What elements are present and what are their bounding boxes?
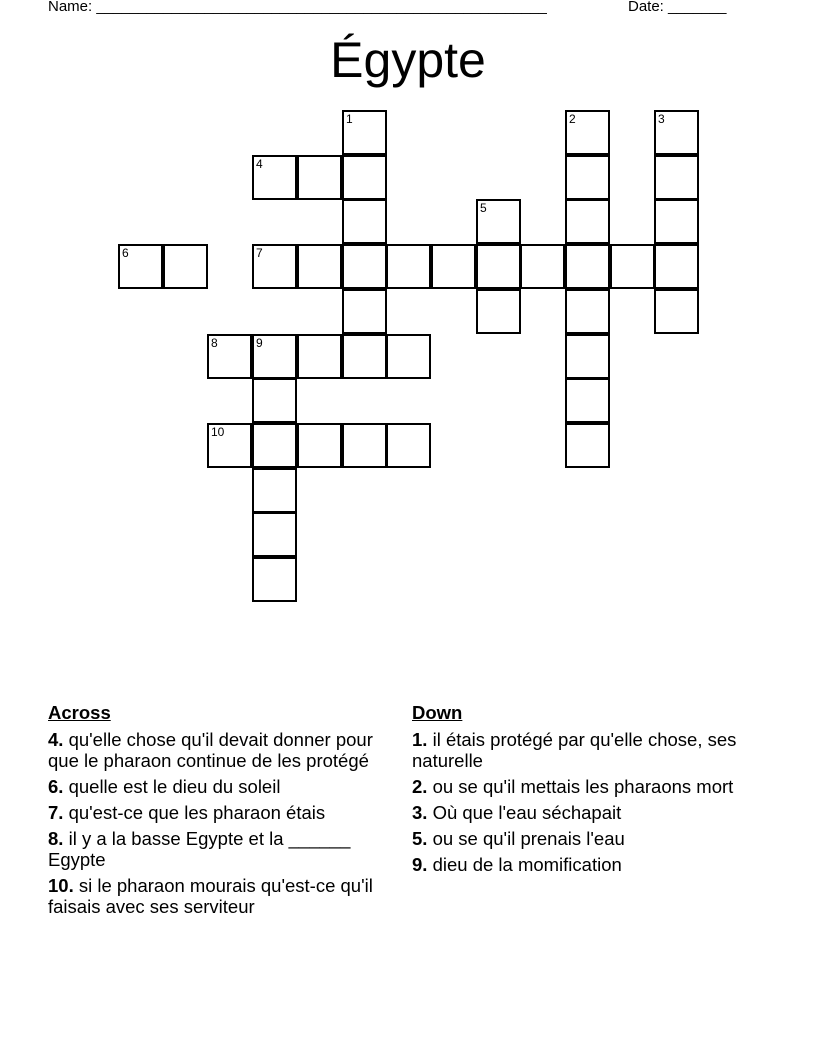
crossword-cell[interactable]	[342, 423, 387, 468]
date-field-line: Date: _______	[628, 0, 727, 15]
crossword-cell[interactable]	[252, 244, 297, 289]
crossword-cell[interactable]	[252, 378, 297, 423]
crossword-cell[interactable]	[342, 334, 387, 379]
cell-number: 5	[480, 201, 487, 215]
cell-number: 1	[346, 112, 353, 126]
across-clues	[48, 702, 398, 922]
crossword-cell[interactable]	[476, 289, 521, 334]
crossword-cell[interactable]	[207, 334, 252, 379]
crossword-cell[interactable]	[386, 244, 431, 289]
clue-text: qu'est-ce que les pharaon étais	[63, 802, 326, 823]
clue-across-6	[48, 776, 398, 797]
clue-number: 4.	[48, 729, 64, 750]
crossword-cell[interactable]	[252, 512, 297, 557]
cell-number: 10	[211, 425, 225, 439]
clue-text: quelle est le dieu du soleil	[63, 776, 281, 797]
clue-text: Où que l'eau séchapait	[427, 802, 622, 823]
clue-across-4	[48, 729, 398, 771]
crossword-cell[interactable]	[565, 334, 610, 379]
crossword-cell[interactable]	[386, 334, 431, 379]
cell-number: 9	[256, 336, 263, 350]
clue-text: qu'elle chose qu'il devait donner pour que le pharaon continue de les protégé	[48, 729, 373, 771]
crossword-cell[interactable]	[565, 244, 610, 289]
down-heading: Down	[412, 702, 463, 723]
crossword-cell[interactable]	[565, 110, 610, 155]
crossword-cell[interactable]	[252, 557, 297, 602]
clue-text: dieu de la momification	[427, 854, 622, 875]
clue-number: 7.	[48, 802, 64, 823]
crossword-cell[interactable]	[565, 155, 610, 200]
crossword-cell[interactable]	[565, 199, 610, 244]
crossword-cell[interactable]	[476, 199, 521, 244]
crossword-cell[interactable]	[476, 244, 521, 289]
cell-number: 3	[658, 112, 665, 126]
crossword-cell[interactable]	[297, 244, 342, 289]
clue-number: 1.	[412, 729, 428, 750]
clue-across-7	[48, 802, 398, 823]
clue-down-3	[412, 802, 762, 823]
crossword-cell[interactable]	[654, 244, 699, 289]
crossword-cell[interactable]	[342, 110, 387, 155]
cell-number: 8	[211, 336, 218, 350]
crossword-cell[interactable]	[431, 244, 476, 289]
clue-down-2	[412, 776, 762, 797]
cell-number: 2	[569, 112, 576, 126]
clue-down-1	[412, 729, 762, 771]
crossword-cell[interactable]	[565, 289, 610, 334]
cell-number: 4	[256, 157, 263, 171]
crossword-cell[interactable]	[252, 155, 297, 200]
crossword-cell[interactable]	[342, 155, 387, 200]
clue-across-8	[48, 828, 398, 870]
clue-number: 8.	[48, 828, 64, 849]
clue-number: 2.	[412, 776, 428, 797]
clue-number: 10.	[48, 875, 74, 896]
clue-text: ou se qu'il prenais l'eau	[427, 828, 625, 849]
crossword-cell[interactable]	[297, 334, 342, 379]
name-field-line: Name: ______________________________________________________	[48, 0, 547, 15]
crossword-cell[interactable]	[386, 423, 431, 468]
crossword-cell[interactable]	[565, 423, 610, 468]
crossword-cell[interactable]	[207, 423, 252, 468]
crossword-cell[interactable]	[342, 289, 387, 334]
crossword-cell[interactable]	[297, 155, 342, 200]
clue-text: si le pharaon mourais qu'est-ce qu'il faisais avec ses serviteur	[48, 875, 373, 917]
crossword-cell[interactable]	[520, 244, 565, 289]
clue-down-5	[412, 828, 762, 849]
down-clues	[412, 702, 762, 880]
clue-number: 6.	[48, 776, 64, 797]
crossword-cell[interactable]	[654, 110, 699, 155]
crossword-cell[interactable]	[252, 423, 297, 468]
crossword-cell[interactable]	[163, 244, 208, 289]
crossword-cell[interactable]	[610, 244, 655, 289]
puzzle-title: Égypte	[330, 32, 486, 88]
clue-text: il étais protégé par qu'elle chose, ses naturelle	[412, 729, 737, 771]
crossword-cell[interactable]	[654, 155, 699, 200]
crossword-cell[interactable]	[654, 199, 699, 244]
crossword-cell[interactable]	[252, 468, 297, 513]
cell-number: 6	[122, 246, 129, 260]
clue-number: 5.	[412, 828, 428, 849]
clue-text: il y a la basse Egypte et la ______ Egypte	[48, 828, 351, 870]
clue-across-10	[48, 875, 398, 917]
crossword-cell[interactable]	[342, 199, 387, 244]
across-heading: Across	[48, 702, 111, 723]
clue-number: 9.	[412, 854, 428, 875]
crossword-cell[interactable]	[252, 334, 297, 379]
crossword-cell[interactable]	[565, 378, 610, 423]
cell-number: 7	[256, 246, 263, 260]
clue-text: ou se qu'il mettais les pharaons mort	[427, 776, 734, 797]
crossword-cell[interactable]	[654, 289, 699, 334]
crossword-cell[interactable]	[118, 244, 163, 289]
clue-down-9	[412, 854, 762, 875]
crossword-cell[interactable]	[297, 423, 342, 468]
clue-number: 3.	[412, 802, 428, 823]
crossword-cell[interactable]	[342, 244, 387, 289]
